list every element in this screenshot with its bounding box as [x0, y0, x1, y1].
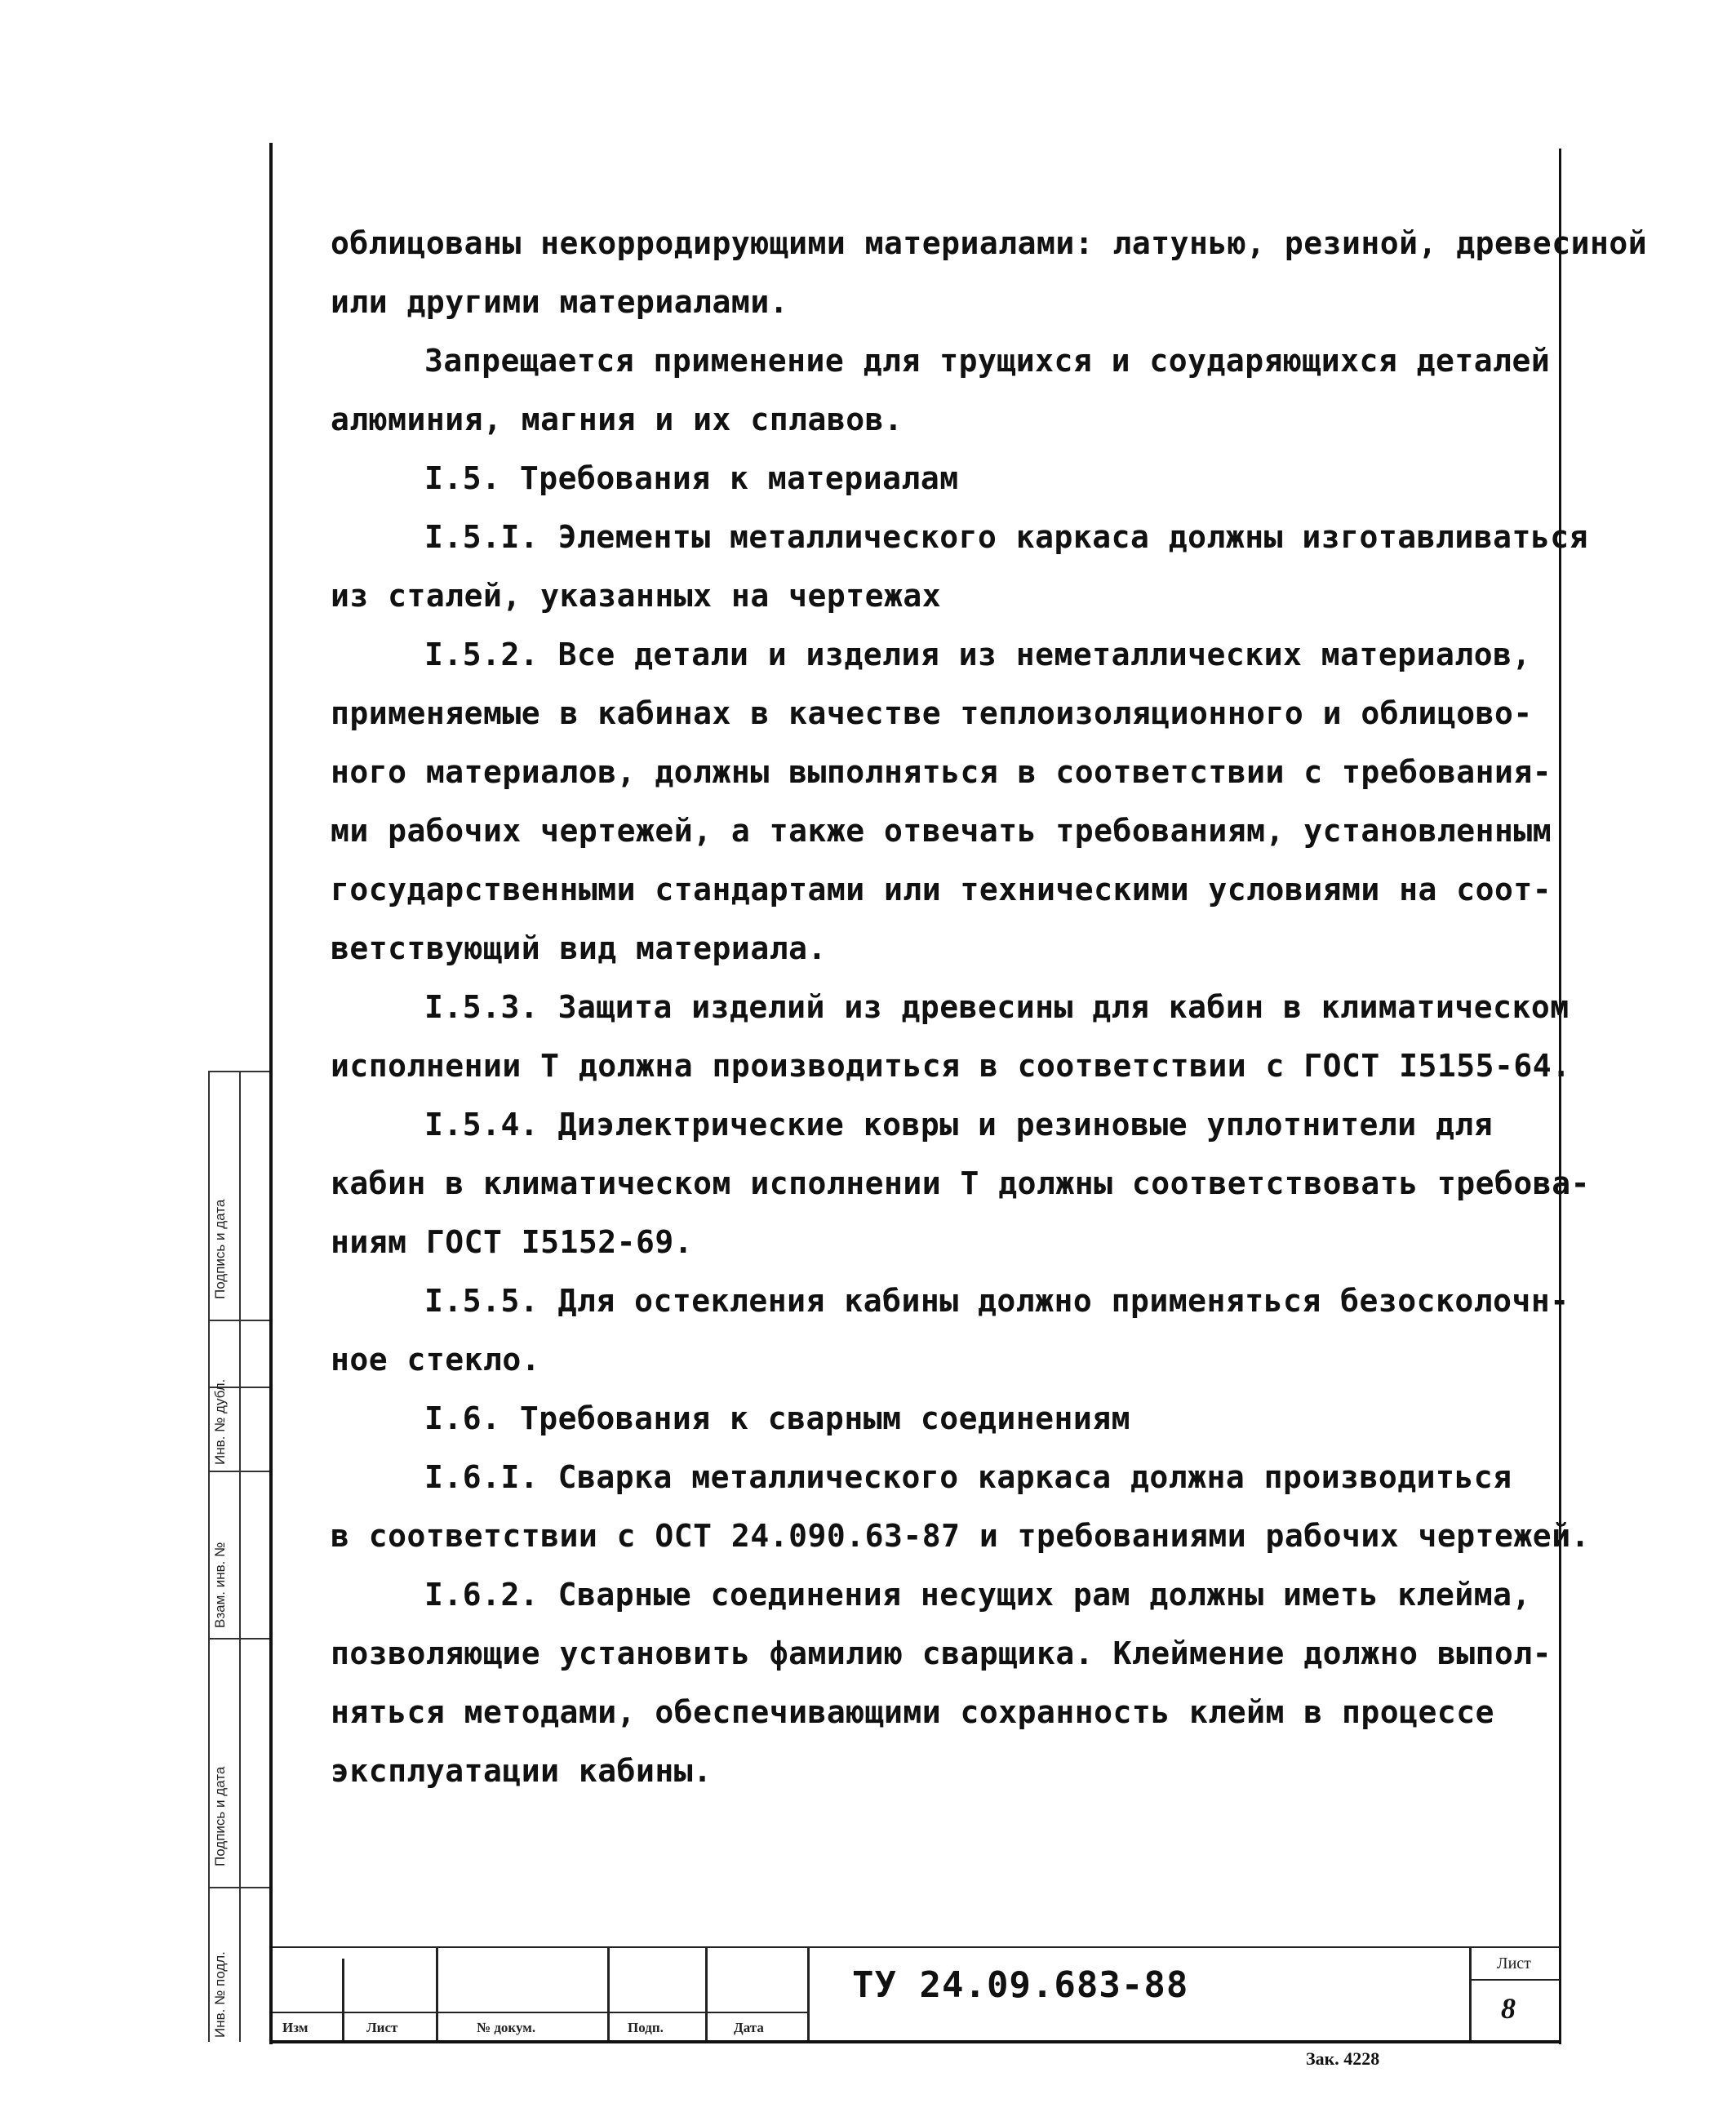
document-body: [331, 214, 1648, 1800]
side-label-podp-data-bottom: Подпись и дата: [212, 1766, 228, 1866]
text-line: I.5.3. Защита изделий из древесины для кабин в климатическом: [424, 989, 1570, 1025]
text-line: I.5.4. Диэлектрические ковры и резиновые уплотнители для: [424, 1107, 1494, 1143]
tb-col-izm: Изм: [282, 2020, 309, 2035]
text-line: I.6.I. Сварка металлического каркаса должна производиться: [424, 1459, 1512, 1495]
text-line: няться методами, обеспечивающими сохранность клейм в процессе: [331, 1694, 1495, 1730]
tb-col-list: Лист: [366, 2020, 398, 2035]
text-line: или другими материалами.: [331, 284, 789, 320]
text-line: I.5. Требования к материалам: [424, 460, 959, 496]
sheet-caption: Лист: [1497, 1955, 1531, 1972]
text-line: позволяющие установить фамилию сварщика. Клеймение должно выпол-: [331, 1635, 1552, 1671]
side-label-inv-podl: Инв. № подл.: [212, 1951, 228, 2038]
text-line: исполнении Т должна производиться в соответствии с ГОСТ I5155-64.: [331, 1048, 1571, 1084]
document-code: ТУ 24.09.683-88: [852, 1964, 1189, 2006]
text-line: эксплуатации кабины.: [331, 1753, 713, 1789]
text-line: государственными стандартами или техническими условиями на соот-: [331, 872, 1552, 907]
text-line: ниям ГОСТ I5152-69.: [331, 1224, 694, 1260]
tb-col-data: Дата: [734, 2020, 764, 2035]
text-line: I.6. Требования к сварным соединениям: [424, 1400, 1130, 1436]
title-block: [273, 1946, 1560, 2040]
tb-col-doc: № докум.: [477, 2020, 536, 2035]
text-line: ветствующий вид материала.: [331, 930, 827, 966]
order-note: Зак. 4228: [1306, 2048, 1380, 2069]
tb-col-podp: Подп.: [628, 2020, 664, 2035]
text-line: алюминия, магния и их сплавов.: [331, 402, 904, 437]
text-line: ного материалов, должны выполняться в соответствии с требования-: [331, 754, 1552, 790]
side-label-inv-dubl: Инв. № дубл.: [212, 1378, 228, 1465]
text-line: применяемые в кабинах в качестве теплоизоляционного и облицово-: [331, 695, 1533, 731]
text-line: кабин в климатическом исполнении Т должны соответствовать требова-: [331, 1165, 1590, 1201]
frame-bottom-border: [269, 2040, 1561, 2043]
text-line: из сталей, указанных на чертежах: [331, 578, 942, 614]
text-line: I.6.2. Сварные соединения несущих рам должны иметь клейма,: [424, 1577, 1531, 1613]
text-line: I.5.5. Для остекления кабины должно применяться безосколочн-: [424, 1283, 1570, 1319]
side-label-podp-data-top: Подпись и дата: [212, 1199, 228, 1299]
text-line: I.5.2. Все детали и изделия из неметаллических материалов,: [424, 637, 1531, 672]
text-line: ми рабочих чертежей, а также отвечать требованиям, установленным: [331, 813, 1552, 849]
text-line: Запрещается применение для трущихся и соударяющихся деталей: [424, 343, 1551, 379]
side-margin-stamp: [175, 1071, 269, 2042]
text-line: I.5.I. Элементы металлического каркаса должны изготавливаться: [424, 519, 1589, 555]
text-line: ное стекло.: [331, 1342, 541, 1378]
text-line: облицованы некорродирующими материалами: латунью, резиной, древесиной: [331, 225, 1648, 261]
text-line: в соответствии с ОСТ 24.090.63-87 и требованиями рабочих чертежей.: [331, 1518, 1590, 1554]
sheet-number: 8: [1501, 1992, 1516, 2025]
frame-left-border: [269, 143, 273, 2044]
side-label-vzam-inv: Взам. инв. №: [212, 1542, 228, 1628]
